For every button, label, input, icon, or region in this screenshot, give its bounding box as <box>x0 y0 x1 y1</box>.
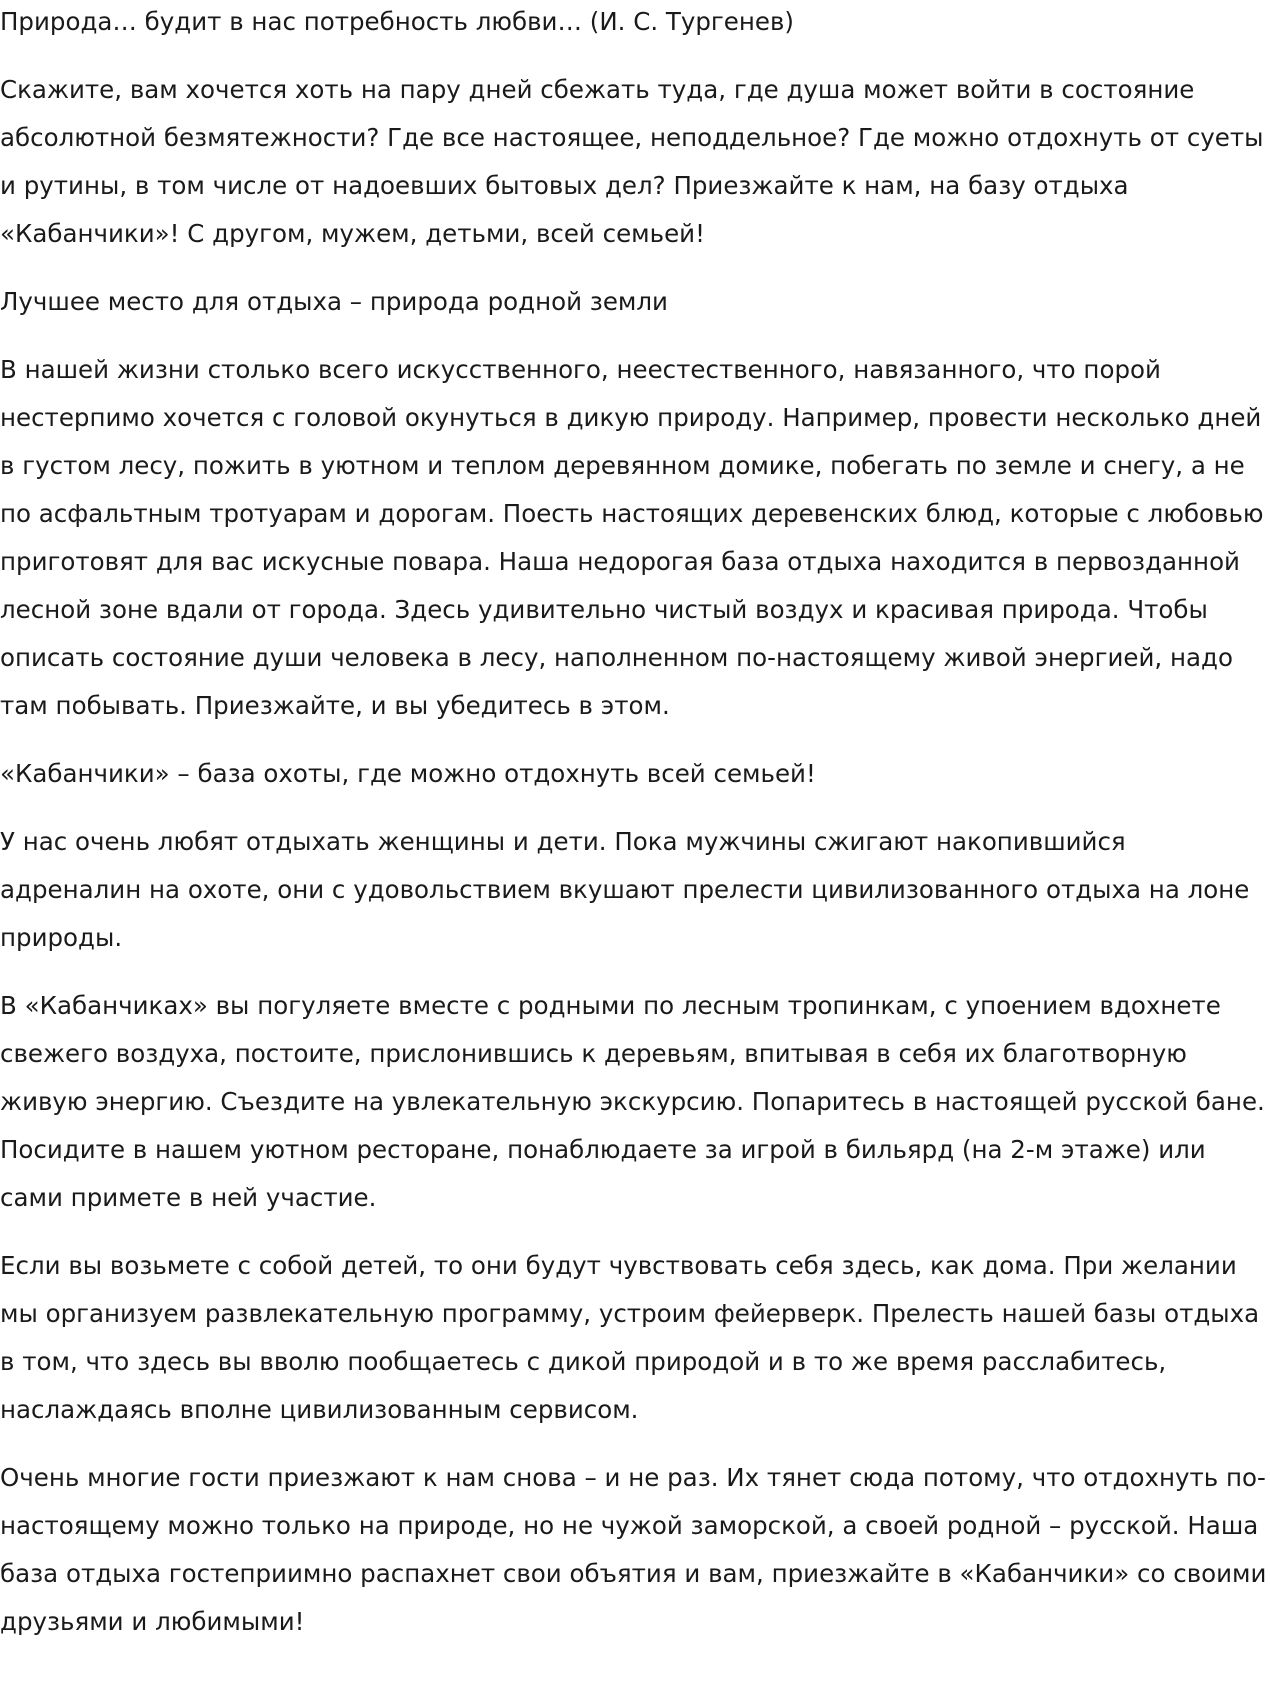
closing-paragraph: Очень многие гости приезжают к нам снова – и не раз. Их тянет сюда потому, что отдохнуть по-настоящему можно только на природе, но не чужой заморской, а своей родной – русской. Наша база отдыха гостеприимно распахнет свои объятия и вам, приезжайте в «Кабанчики» со своими друзьями и любимыми! <box>0 1463 1267 1636</box>
family-paragraph: У нас очень любят отдыхать женщины и дети. Пока мужчины сжигают накопившийся адреналин на охоте, они с удовольствием вкушают прелести цивилизованного отдыха на лоне природы. <box>0 827 1250 952</box>
section-heading-nature: Лучшее место для отдыха – природа родной земли <box>0 287 668 316</box>
children-paragraph: Если вы возьмете с собой детей, то они будут чувствовать себя здесь, как дома. При желании мы организуем развлекательную программу, устроим фейерверк. Прелесть нашей базы отдыха в том, что здесь вы вволю пообщаетесь с дикой природой и в то же время расслабитесь, наслаждаясь вполне цивилизованным сервисом. <box>0 1251 1260 1424</box>
section-heading-family: «Кабанчики» – база охоты, где можно отдохнуть всей семьей! <box>0 759 816 788</box>
activities-paragraph: В «Кабанчиках» вы погуляете вместе с родными по лесным тропинкам, с упоением вдохнете свежего воздуха, постоите, прислонившись к деревьям, впитывая в себя их благотворную живую энергию. Съездите на увлекательную экскурсию. Попаритесь в настоящей русской бане. Посидите в нашем уютном ресторане, понаблюдаете за игрой в бильярд (на 2-м этаже) или сами примете в ней участие. <box>0 991 1265 1212</box>
epigraph: Природа… будит в нас потребность любви… (И. С. Тургенев) <box>0 7 794 36</box>
intro-paragraph: Скажите, вам хочется хоть на пару дней сбежать туда, где душа может войти в состояние абсолютной безмятежности? Где все настоящее, неподдельное? Где можно отдохнуть от суеты и рутины, в том числе от надоевших бытовых дел? Приезжайте к нам, на базу отдыха «Кабанчики»! С другом, мужем, детьми, всей семьей! <box>0 75 1264 248</box>
nature-paragraph: В нашей жизни столько всего искусственного, неестественного, навязанного, что порой нестерпимо хочется с головой окунуться в дикую природу. Например, провести несколько дней в густом лесу, пожить в уютном и теплом деревянном домике, побегать по земле и снегу, а не по асфальтным тротуарам и дорогам. Поесть настоящих деревенских блюд, которые с любовью приготовят для вас искусные повара. Наша недорогая база отдыха находится в первозданной лесной зоне вдали от города. Здесь удивительно чистый воздух и красивая природа. Чтобы описать состояние души человека в лесу, наполненном по-настоящему живой энергией, надо там побывать. Приезжайте, и вы убедитесь в этом. <box>0 355 1264 720</box>
